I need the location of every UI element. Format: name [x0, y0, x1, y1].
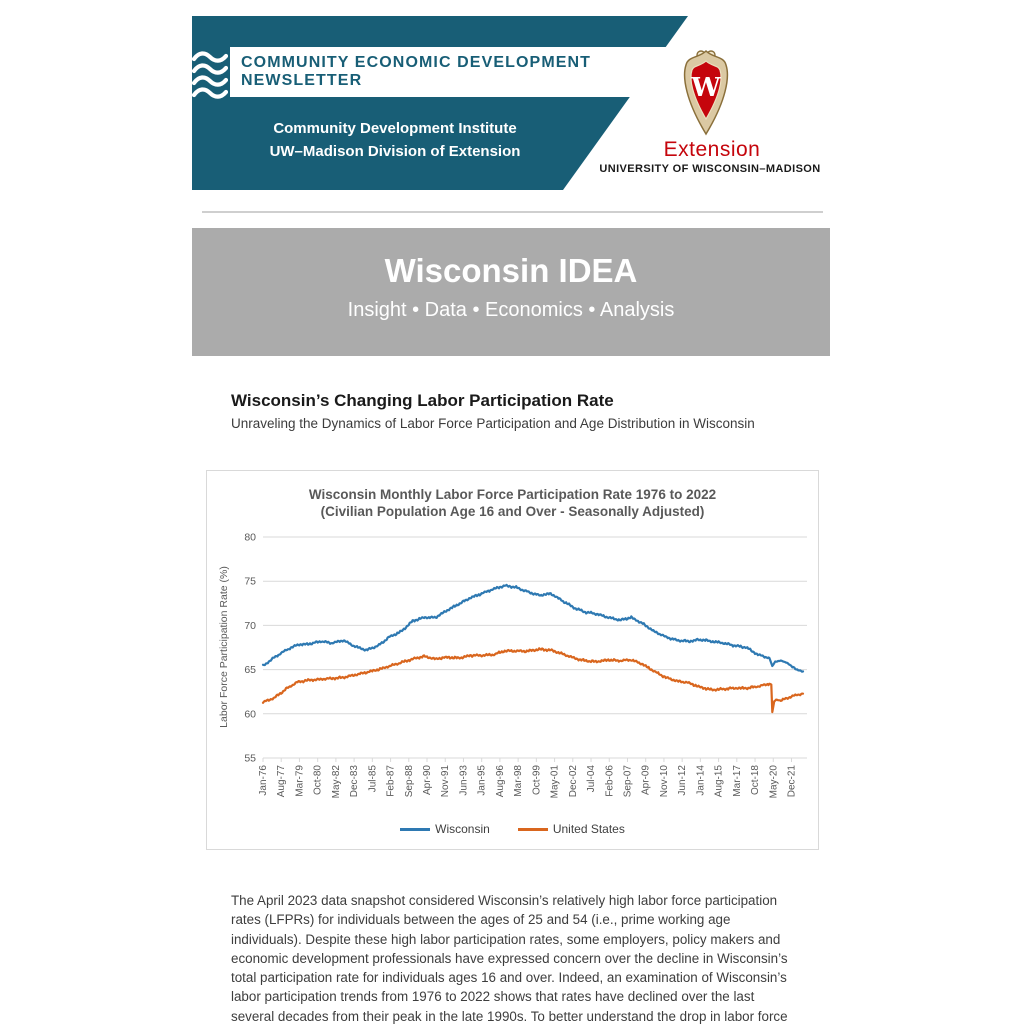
chart-legend [207, 822, 818, 836]
svg-text:60: 60 [244, 708, 256, 721]
svg-text:Sep-88: Sep-88 [403, 765, 415, 798]
svg-text:Feb-06: Feb-06 [604, 765, 616, 797]
svg-text:Jan-95: Jan-95 [476, 765, 488, 796]
svg-text:80: 80 [244, 531, 256, 544]
svg-text:Apr-09: Apr-09 [640, 765, 652, 796]
svg-text:May-20: May-20 [768, 765, 780, 799]
svg-text:Oct-18: Oct-18 [750, 765, 762, 796]
svg-text:70: 70 [244, 619, 256, 632]
institute-lines [240, 117, 550, 163]
svg-text:Oct-99: Oct-99 [531, 765, 543, 796]
svg-text:Sep-07: Sep-07 [622, 765, 634, 798]
idea-banner [192, 228, 830, 356]
article-subtitle: Unraveling the Dynamics of Labor Force Participation and Age Distribution in Wisconsin [231, 416, 755, 431]
idea-banner-title: Wisconsin IDEA [384, 252, 638, 289]
institute-line1: Community Development Institute [273, 120, 517, 137]
y-axis-title: Labor Force Participation Rate (%) [218, 566, 230, 728]
idea-banner-subtitle: Insight • Data • Economics • Analysis [347, 299, 675, 321]
svg-text:Aug-96: Aug-96 [494, 765, 506, 798]
university-line: UNIVERSITY OF WISCONSIN–MADISON [599, 163, 821, 175]
svg-text:May-01: May-01 [549, 765, 561, 799]
svg-text:Jun-93: Jun-93 [458, 765, 470, 796]
svg-text:Mar-98: Mar-98 [513, 765, 525, 797]
svg-text:Dec-21: Dec-21 [786, 765, 798, 798]
svg-text:Jan-14: Jan-14 [695, 765, 707, 796]
svg-text:Nov-91: Nov-91 [440, 765, 452, 798]
svg-text:May-82: May-82 [330, 765, 342, 799]
institute-line2: UW–Madison Division of Extension [269, 143, 521, 160]
svg-text:Oct-80: Oct-80 [312, 765, 324, 796]
newsletter-title-band [230, 47, 672, 97]
svg-text:Jul-04: Jul-04 [586, 765, 598, 793]
legend-label-wisconsin: Wisconsin [435, 822, 490, 836]
divider-line [202, 211, 823, 213]
line-chart [207, 471, 818, 849]
svg-text:Feb-87: Feb-87 [385, 765, 397, 797]
article-title: Wisconsin’s Changing Labor Participation Rate [231, 391, 614, 410]
legend-item-wisconsin [400, 822, 490, 836]
svg-text:55: 55 [244, 752, 256, 765]
wisconsin-line-swatch [400, 828, 430, 831]
united-states-line-swatch [518, 828, 548, 831]
svg-text:65: 65 [244, 664, 256, 677]
svg-text:Dec-83: Dec-83 [349, 765, 361, 798]
crest-w-letter: W [691, 73, 721, 103]
svg-text:Aug-77: Aug-77 [276, 765, 288, 798]
chart-panel [206, 470, 819, 850]
svg-text:75: 75 [244, 575, 256, 588]
waves-icon [192, 50, 228, 102]
svg-text:Jun-12: Jun-12 [677, 765, 689, 796]
extension-wordmark: Extension [663, 138, 761, 161]
svg-text:Apr-90: Apr-90 [422, 765, 434, 796]
legend-label-united-states: United States [552, 822, 625, 836]
chart-title-line2: (Civilian Population Age 16 and Over - Seasonally Adjusted) [320, 504, 705, 519]
svg-text:Mar-79: Mar-79 [294, 765, 306, 797]
svg-text:Dec-02: Dec-02 [567, 765, 579, 798]
svg-text:Aug-15: Aug-15 [713, 765, 725, 798]
newsletter-title: COMMUNITY ECONOMIC DEVELOPMENT NEWSLETTER [241, 54, 592, 89]
svg-text:Jul-85: Jul-85 [367, 765, 379, 793]
svg-text:Nov-10: Nov-10 [658, 765, 670, 798]
svg-text:Jan-76: Jan-76 [258, 765, 269, 796]
article-body: The April 2023 data snapshot considered Wisconsin’s relatively high labor force participation rates (LFPRs) for individuals between the ages of 25 and 54 (i.e., prime working age individuals). Despite these high labor participation rates, some employers, policy makers and economic development professionals have expressed concern over the decline in Wisconsin’s total participation rate for individuals ages 16 and over. Indeed, an examination of Wisconsin’s labor participation trends from 1976 to 2022 shows that rates have declined over the last several decades from their peak in the late 1990s. To better understand the drop in labor force [231, 893, 788, 1024]
chart-title-line1: Wisconsin Monthly Labor Force Participation Rate 1976 to 2022 [308, 487, 717, 502]
uw-crest-logo [678, 48, 734, 138]
header-banner [192, 16, 830, 190]
legend-item-united-states [518, 822, 625, 836]
svg-text:Mar-17: Mar-17 [731, 765, 743, 797]
